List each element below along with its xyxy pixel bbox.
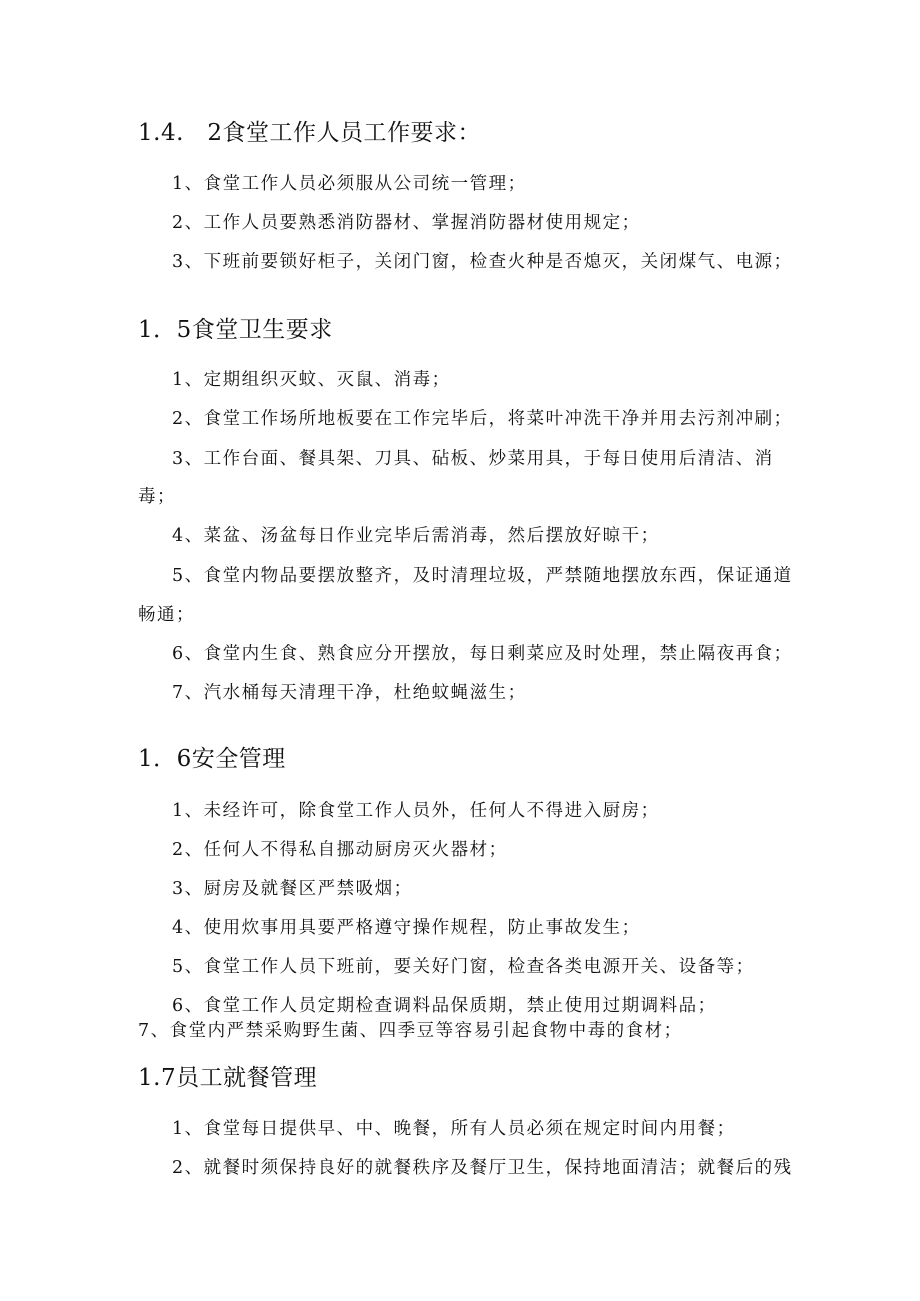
paragraph: 3、下班前要锁好柜子，关闭门窗，检查火种是否熄灭，关闭煤气、电源； <box>172 252 793 272</box>
paragraph: 6、食堂内生食、熟食应分开摆放，每日剩菜应及时处理，禁止隔夜再食； <box>172 644 793 664</box>
paragraph: 4、使用炊事用具要严格遵守操作规程，防止事故发生； <box>172 918 641 938</box>
paragraph-continuation: 毒； <box>138 487 176 507</box>
section-heading-1-4: 1.4. 2食堂工作人员工作要求： <box>138 120 482 146</box>
paragraph: 7、汽水桶每天清理干净，杜绝蚊蝇滋生； <box>172 683 527 703</box>
paragraph: 3、厨房及就餐区严禁吸烟； <box>172 879 413 899</box>
paragraph: 2、就餐时须保持良好的就餐秩序及餐厅卫生，保持地面清洁；就餐后的残 <box>172 1158 793 1178</box>
paragraph: 2、工作人员要熟悉消防器材、掌握消防器材使用规定； <box>172 213 641 233</box>
section-heading-1-6: 1．6安全管理 <box>138 746 286 772</box>
paragraph: 7、食堂内严禁采购野生菌、四季豆等容易引起食物中毒的食材； <box>138 1021 683 1041</box>
section-heading-1-5: 1．5食堂卫生要求 <box>138 317 333 343</box>
paragraph: 5、食堂内物品要摆放整齐，及时清理垃圾，严禁随地摆放东西，保证通道 <box>172 566 793 586</box>
paragraph: 1、食堂每日提供早、中、晚餐，所有人员必须在规定时间内用餐； <box>172 1119 736 1139</box>
paragraph: 2、食堂工作场所地板要在工作完毕后，将菜叶冲洗干净并用去污剂冲刷； <box>172 409 793 429</box>
paragraph: 3、工作台面、餐具架、刀具、砧板、炒菜用具，于每日使用后清洁、消 <box>172 449 774 469</box>
paragraph-continuation: 畅通； <box>138 605 195 625</box>
paragraph: 1、定期组织灭蚊、灭鼠、消毒； <box>172 370 451 390</box>
paragraph: 4、菜盆、汤盆每日作业完毕后需消毒，然后摆放好晾干； <box>172 526 660 546</box>
paragraph: 1、食堂工作人员必须服从公司统一管理； <box>172 174 527 194</box>
paragraph: 1、未经许可，除食堂工作人员外，任何人不得进入厨房； <box>172 801 660 821</box>
paragraph: 6、食堂工作人员定期检查调料品保质期，禁止使用过期调料品； <box>172 996 717 1016</box>
paragraph: 5、食堂工作人员下班前，要关好门窗，检查各类电源开关、设备等； <box>172 957 755 977</box>
section-heading-1-7: 1.7员工就餐管理 <box>138 1065 318 1091</box>
paragraph: 2、任何人不得私自挪动厨房灭火器材； <box>172 840 508 860</box>
